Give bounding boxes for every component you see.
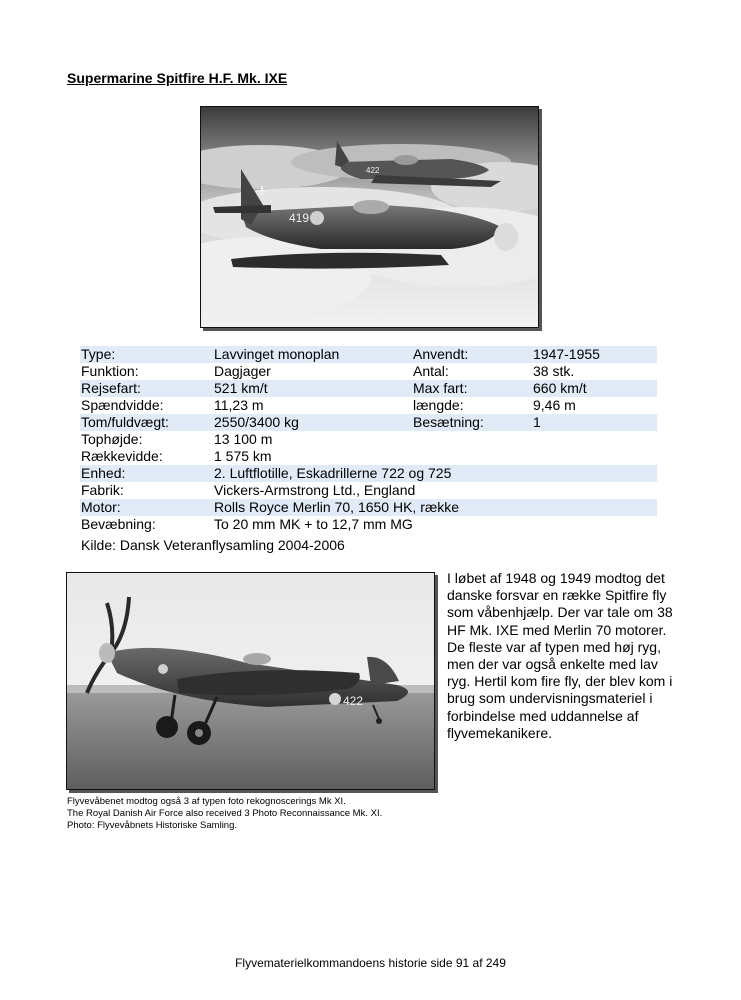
spec-label: Motor: xyxy=(80,499,213,516)
spec-row xyxy=(80,397,657,414)
spec-label: Spændvidde: xyxy=(81,397,164,413)
spec-label-2: længde: xyxy=(413,397,464,413)
spec-value: Vickers-Armstrong Ltd., England xyxy=(214,482,416,498)
source-line: Kilde: Dansk Veteranflysamling 2004-2006 xyxy=(81,537,345,553)
svg-text:422: 422 xyxy=(366,166,380,175)
spec-value: 2. Luftflotille, Eskadrillerne 722 og 725 xyxy=(213,465,657,482)
spec-row xyxy=(80,465,657,482)
spitfire-formation-photo xyxy=(200,106,539,328)
photo-caption xyxy=(67,796,382,832)
spec-value-2: 1947-1955 xyxy=(532,346,657,363)
spec-row xyxy=(80,499,657,516)
spec-value: 521 km/t xyxy=(213,380,412,397)
spec-row xyxy=(80,448,657,465)
spec-value: Lavvinget monoplan xyxy=(213,346,412,363)
svg-text:422: 422 xyxy=(343,694,364,708)
spec-row xyxy=(80,363,657,380)
spec-value: 2550/3400 kg xyxy=(213,414,412,431)
spec-value-2: 38 stk. xyxy=(533,363,575,379)
spec-label: Tophøjde: xyxy=(81,431,143,447)
spec-label-2: Besætning: xyxy=(412,414,532,431)
spec-value-2: 9,46 m xyxy=(533,397,576,413)
spec-value: Rolls Royce Merlin 70, 1650 HK, række xyxy=(213,499,657,516)
caption-line: The Royal Danish Air Force also received 3 Photo Reconnaissance Mk. XI. xyxy=(67,808,383,819)
spec-label-2: Max fart: xyxy=(412,380,532,397)
spec-row xyxy=(80,516,657,533)
spec-row xyxy=(80,482,657,499)
spitfire-ground-photo xyxy=(66,572,435,790)
spec-value: 13 100 m xyxy=(214,431,273,447)
spec-label: Fabrik: xyxy=(81,482,124,498)
spec-row xyxy=(80,380,657,397)
svg-text:419: 419 xyxy=(289,211,310,225)
body-text: I løbet af 1948 og 1949 modtog det danske forsvar en række Spitfire fly som våbenhjælp. Der var tale om 38 HF Mk. IXE med Merlin 70 motorer. De fleste var af typen med høj ryg, men der var også enkelte med lav ryg. Hertil kom fire fly, der blev kom i brug som undervisningsmateriel i forbindelse med uddannelse af flyvemekanikere. xyxy=(447,570,673,741)
spec-row xyxy=(80,346,657,363)
spec-label-2 xyxy=(412,431,532,448)
page-footer: Flyvematerielkommandoens historie side 91 af 249 xyxy=(235,956,506,970)
spec-label: Enhed: xyxy=(80,465,213,482)
spec-value: To 20 mm MK + to 12,7 mm MG xyxy=(214,516,413,532)
spec-label-2 xyxy=(412,448,532,465)
spec-row xyxy=(80,414,657,431)
spec-label: Tom/fuldvægt: xyxy=(80,414,213,431)
page-title: Supermarine Spitfire H.F. Mk. IXE xyxy=(67,70,288,86)
spec-label: Rejsefart: xyxy=(80,380,213,397)
spec-value-2 xyxy=(532,431,657,448)
spec-value-2: 1 xyxy=(532,414,657,431)
spec-label: Type: xyxy=(80,346,213,363)
spec-value: 11,23 m xyxy=(214,397,264,413)
spec-label-2: Anvendt: xyxy=(412,346,532,363)
spec-label: Funktion: xyxy=(81,363,139,379)
spec-row xyxy=(80,431,657,448)
caption-line: Photo: Flyvevåbnets Historiske Samling. xyxy=(67,820,238,831)
spec-label-2: Antal: xyxy=(413,363,449,379)
spec-value: 1 575 km xyxy=(214,448,272,464)
caption-line: Flyvevåbenet modtog også 3 af typen foto rekognoscerings Mk XI. xyxy=(67,796,346,807)
spec-value-2: 660 km/t xyxy=(532,380,657,397)
spec-value: Dagjager xyxy=(214,363,271,379)
spec-value-2 xyxy=(532,448,657,465)
spec-label: Rækkevidde: xyxy=(81,448,163,464)
spec-label: Bevæbning: xyxy=(81,516,156,532)
spec-table xyxy=(80,346,657,533)
